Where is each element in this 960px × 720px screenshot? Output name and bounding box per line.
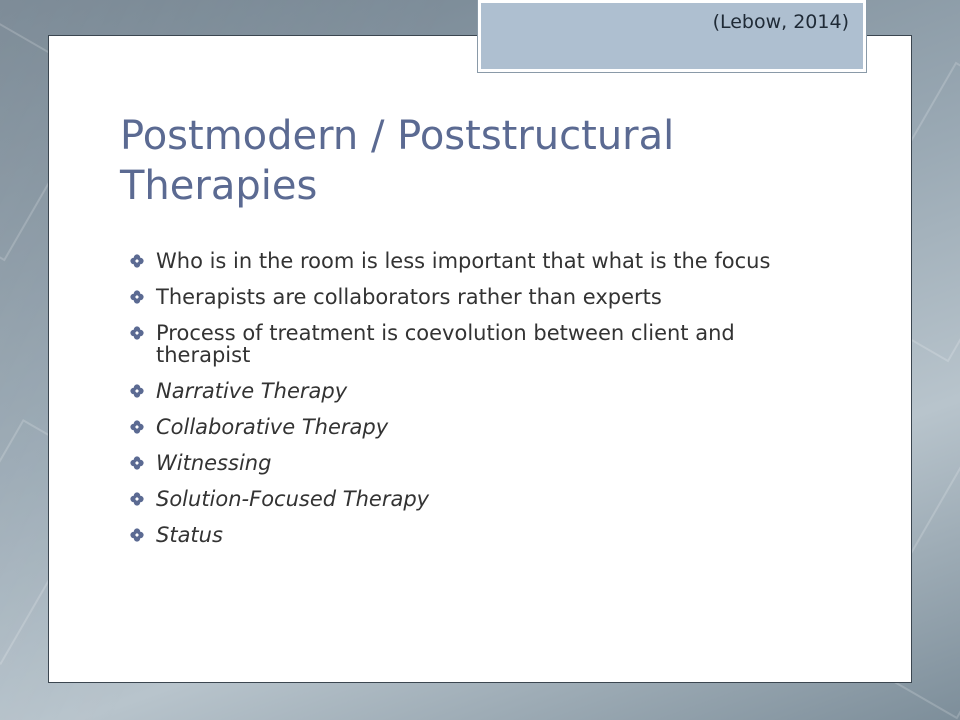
four-leaf-diamond-icon <box>130 456 144 470</box>
bullet-text: Solution-Focused Therapy <box>156 487 430 511</box>
bullet-text: Narrative Therapy <box>156 379 348 403</box>
four-leaf-diamond-icon <box>130 420 144 434</box>
four-leaf-diamond-icon <box>130 384 144 398</box>
bullet-item <box>130 524 810 546</box>
bullet-item <box>130 250 810 272</box>
bullet-item <box>130 322 810 366</box>
four-leaf-diamond-icon <box>130 492 144 506</box>
slide-title: Postmodern / Poststructural Therapies <box>120 113 675 209</box>
citation-box <box>478 0 866 72</box>
bullet-text: Process of treatment is coevolution between client and therapist <box>156 321 735 367</box>
bullet-item <box>130 452 810 474</box>
bullet-text: Collaborative Therapy <box>156 415 389 439</box>
four-leaf-diamond-icon <box>130 326 144 340</box>
bullet-item <box>130 380 810 402</box>
bullet-item <box>130 416 810 438</box>
bullet-text: Witnessing <box>156 451 272 475</box>
four-leaf-diamond-icon <box>130 290 144 304</box>
bullet-text: Therapists are collaborators rather than experts <box>156 285 662 309</box>
bullet-item <box>130 286 810 308</box>
bullet-item <box>130 488 810 510</box>
bullet-text: Who is in the room is less important that what is the focus <box>156 249 771 273</box>
bullet-text: Status <box>156 523 223 547</box>
bullet-list <box>130 250 810 546</box>
four-leaf-diamond-icon <box>130 254 144 268</box>
citation-text: (Lebow, 2014) <box>712 11 849 33</box>
four-leaf-diamond-icon <box>130 528 144 542</box>
